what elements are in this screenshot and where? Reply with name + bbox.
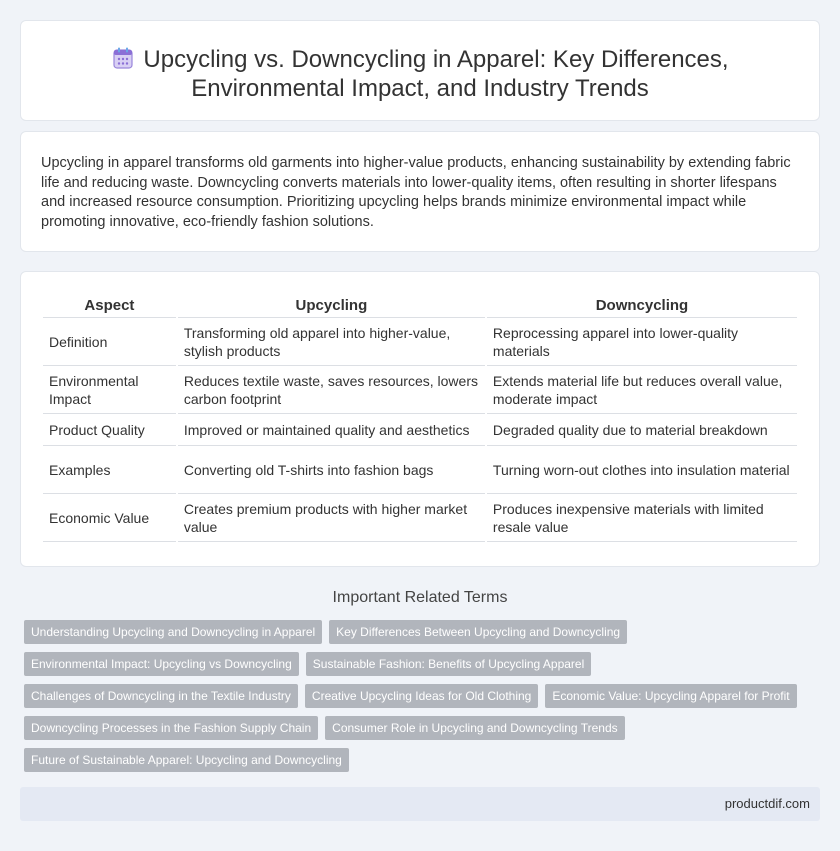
row-downcycling: Produces inexpensive materials with limited resale value	[487, 494, 797, 542]
table-row	[43, 494, 797, 542]
row-aspect: Economic Value	[43, 494, 176, 542]
row-aspect: Definition	[43, 318, 176, 366]
related-term-tag[interactable]: Economic Value: Upcycling Apparel for Profit	[545, 684, 796, 708]
row-upcycling: Improved or maintained quality and aesthetics	[178, 414, 485, 446]
row-aspect: Product Quality	[43, 414, 176, 446]
row-upcycling: Transforming old apparel into higher-value, stylish products	[178, 318, 485, 366]
related-term-tag[interactable]: Understanding Upcycling and Downcycling in Apparel	[24, 620, 322, 644]
row-aspect: Environmental Impact	[43, 366, 176, 414]
row-downcycling: Turning worn-out clothes into insulation material	[487, 446, 797, 494]
row-downcycling: Extends material life but reduces overall value, moderate impact	[487, 366, 797, 414]
table-row	[43, 446, 797, 494]
page-title	[21, 45, 819, 103]
related-term-tag[interactable]: Sustainable Fashion: Benefits of Upcycling Apparel	[306, 652, 592, 676]
row-upcycling: Creates premium products with higher market value	[178, 494, 485, 542]
row-upcycling: Reduces textile waste, saves resources, lowers carbon footprint	[178, 366, 485, 414]
footer	[20, 787, 820, 821]
intro-card	[20, 131, 820, 252]
related-term-tag[interactable]: Creative Upcycling Ideas for Old Clothing	[305, 684, 538, 708]
footer-site-link[interactable]: productdif.com	[724, 796, 810, 811]
row-aspect: Examples	[43, 446, 176, 494]
related-terms-list	[24, 620, 814, 780]
related-term-tag[interactable]: Environmental Impact: Upcycling vs Downcycling	[24, 652, 299, 676]
related-term-tag[interactable]: Challenges of Downcycling in the Textile Industry	[24, 684, 298, 708]
row-downcycling: Degraded quality due to material breakdown	[487, 414, 797, 446]
table-row	[43, 414, 797, 446]
comparison-card	[20, 271, 820, 567]
header-upcycling: Upcycling	[178, 294, 485, 318]
page-title-line-2: Environmental Impact, and Industry Trends	[191, 75, 649, 102]
comparison-table	[41, 294, 799, 542]
table-header-row	[43, 294, 797, 318]
intro-paragraph: Upcycling in apparel transforms old garments into higher-value products, enhancing sustainability by extending fabric life and reducing waste. Downcycling converts materials into lower-quality items, often resulting in shorter lifespans and increased resource consumption. Prioritizing upcycling helps brands minimize environmental impact while promoting innovative, eco-friendly fashion solutions.	[41, 155, 791, 230]
table-row	[43, 318, 797, 366]
related-term-tag[interactable]: Downcycling Processes in the Fashion Supply Chain	[24, 716, 318, 740]
page-title-line-1: Upcycling vs. Downcycling in Apparel: Key Differences,	[143, 46, 729, 73]
related-term-tag[interactable]: Consumer Role in Upcycling and Downcycling Trends	[325, 716, 624, 740]
related-terms-title: Important Related Terms	[332, 589, 508, 606]
header-card	[20, 20, 820, 121]
row-upcycling: Converting old T-shirts into fashion bags	[178, 446, 485, 494]
related-term-tag[interactable]: Key Differences Between Upcycling and Downcycling	[329, 620, 627, 644]
header-aspect: Aspect	[43, 294, 176, 318]
related-term-tag[interactable]: Future of Sustainable Apparel: Upcycling and Downcycling	[24, 748, 349, 772]
header-downcycling: Downcycling	[487, 294, 797, 318]
table-row	[43, 366, 797, 414]
row-downcycling: Reprocessing apparel into lower-quality materials	[487, 318, 797, 366]
